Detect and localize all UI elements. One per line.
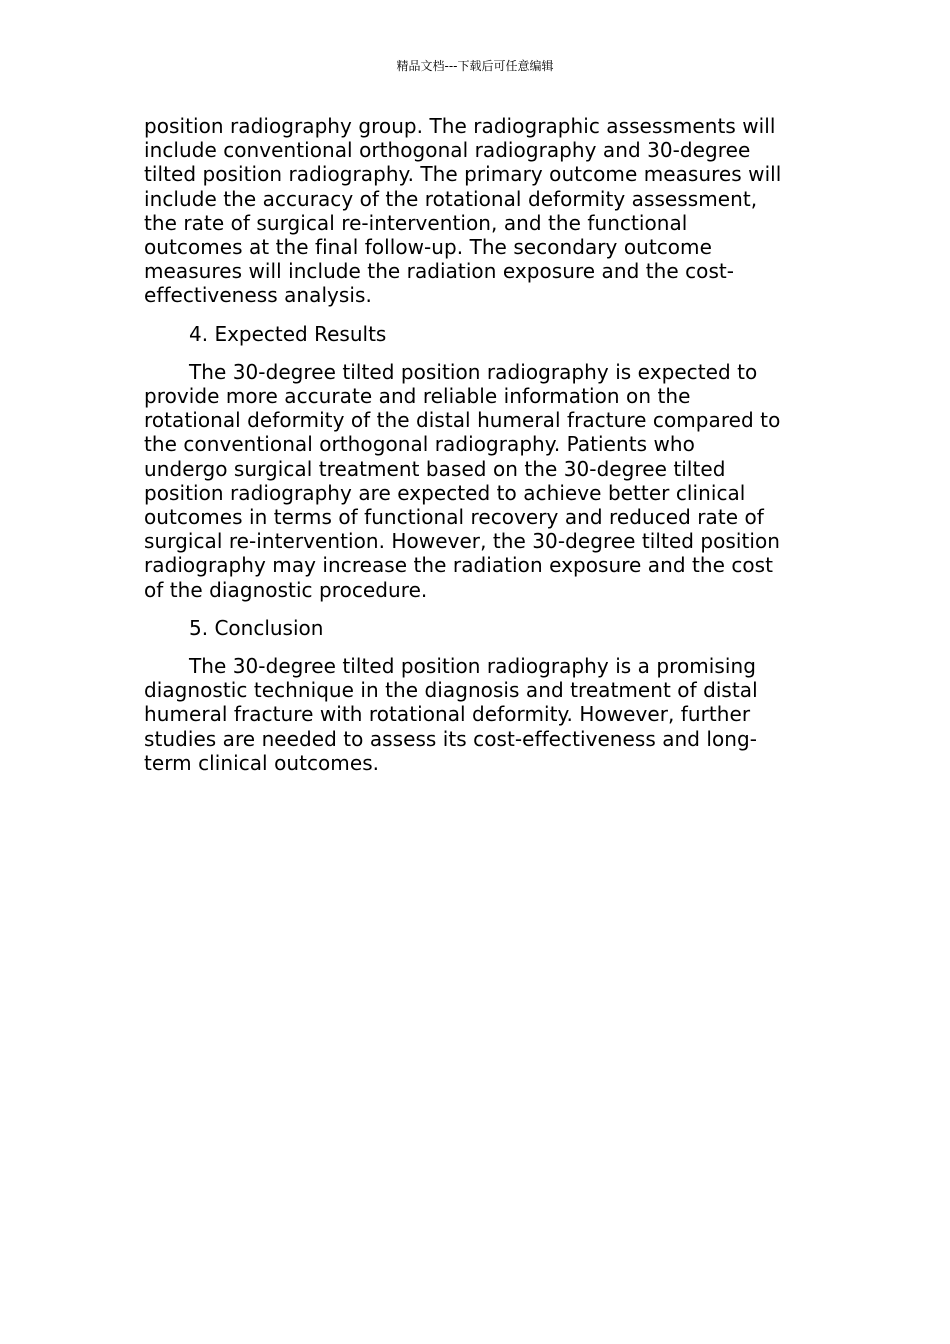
expected-results-heading: 4. Expected Results — [189, 321, 387, 346]
paragraph-line: of the diagnostic procedure. — [144, 577, 428, 602]
paragraph-line: measures will include the radiation exposure and the cost- — [144, 259, 735, 284]
paragraph-line: radiography may increase the radiation exposure and the cost — [144, 553, 774, 578]
paragraph-line: surgical re-intervention. However, the 30-degree tilted position — [144, 529, 781, 554]
paragraph-line: the conventional orthogonal radiography. Patients who — [144, 432, 695, 457]
paragraph-line: include conventional orthogonal radiography and 30-degree — [144, 138, 751, 163]
paragraph-line: The 30-degree tilted position radiography is expected to — [189, 359, 758, 384]
paragraph-line: include the accuracy of the rotational deformity assessment, — [144, 186, 758, 211]
paragraph-line: provide more accurate and reliable information on the — [144, 384, 691, 409]
paragraph-line: undergo surgical treatment based on the 30-degree tilted — [144, 456, 726, 481]
paragraph-line: outcomes at the final follow-up. The secondary outcome — [144, 235, 712, 260]
paragraph-line: The 30-degree tilted position radiography is a promising — [189, 654, 756, 679]
conclusion-heading: 5. Conclusion — [189, 615, 324, 640]
paragraph-line: term clinical outcomes. — [144, 750, 380, 775]
paragraph-line: diagnostic technique in the diagnosis and treatment of distal — [144, 678, 758, 703]
document-body — [144, 114, 814, 789]
paragraph-line: tilted position radiography. The primary outcome measures will — [144, 162, 782, 187]
methods-paragraph — [144, 114, 814, 308]
paragraph-line: rotational deformity of the distal humeral fracture compared to — [144, 408, 781, 433]
conclusion-paragraph — [144, 654, 814, 775]
paragraph-line: position radiography group. The radiographic assessments will — [144, 114, 776, 138]
paragraph-line: position radiography are expected to achieve better clinical — [144, 480, 746, 505]
page-header: 精品文档---下载后可任意编辑 — [396, 59, 554, 73]
paragraph-line: the rate of surgical re-intervention, and the functional — [144, 210, 688, 235]
expected-results-paragraph — [144, 360, 814, 602]
paragraph-line: studies are needed to assess its cost-effectiveness and long- — [144, 726, 758, 751]
paragraph-line: humeral fracture with rotational deformity. However, further — [144, 702, 751, 727]
paragraph-line: effectiveness analysis. — [144, 283, 372, 308]
paragraph-line: outcomes in terms of functional recovery and reduced rate of — [144, 505, 764, 530]
